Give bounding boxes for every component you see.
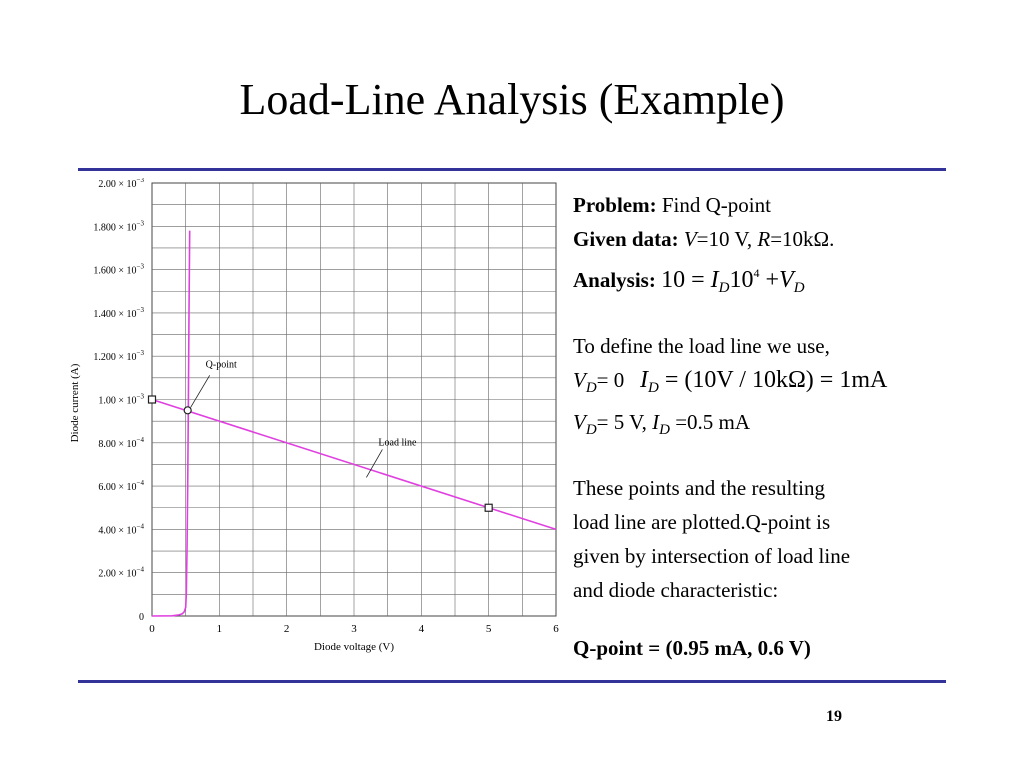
vd0-sub: D	[585, 380, 597, 396]
qpoint-marker-circle	[184, 407, 191, 414]
x-tick-label: 5	[485, 623, 492, 635]
given-r-symbol: R	[757, 227, 771, 251]
id-sub: D	[648, 380, 659, 396]
analysis-panel	[573, 188, 993, 665]
loadline-annotation: Load line	[378, 437, 417, 449]
vd5-value: = 5 V,	[596, 410, 653, 434]
y-tick-label: $6.00 \times 10^{-4}$	[98, 479, 144, 494]
vd-five-line	[573, 405, 993, 447]
eq-base: 10	[729, 267, 754, 293]
y-tick-label: $2.00 \times 10^{-4}$	[98, 565, 144, 580]
load-line-chart	[68, 178, 560, 656]
problem-line	[573, 188, 993, 222]
analysis-line	[573, 256, 993, 305]
id-expr: = (10V / 10kΩ) = 1mA	[658, 367, 888, 393]
qpoint-result: Q-point = (0.95 mA, 0.6 V)	[573, 636, 811, 660]
point-marker-square	[485, 504, 492, 511]
id5-value: =0.5 mA	[669, 410, 751, 434]
id5-sub: D	[659, 422, 670, 438]
x-tick-label: 1	[216, 623, 223, 635]
problem-label: Problem:	[573, 193, 657, 217]
y-tick-label: $1.00 \times 10^{-3}$	[98, 392, 144, 407]
given-v-symbol: V	[683, 227, 697, 251]
top-divider	[78, 168, 946, 171]
x-tick-labels	[149, 623, 559, 635]
y-tick-labels	[93, 178, 144, 623]
problem-text: Find Q-point	[661, 193, 771, 217]
given-v-value: =10 V,	[696, 227, 758, 251]
para-line: given by intersection of load line	[573, 544, 851, 568]
id-equation	[640, 367, 888, 396]
eq-voltage-sub: D	[793, 280, 805, 296]
chart-grid	[152, 183, 556, 616]
y-tick-label: $2.00 \times 10^{-3}$	[98, 178, 144, 190]
eq-lhs: 10 =	[661, 267, 711, 293]
given-label: Given data:	[573, 227, 679, 251]
bottom-divider	[78, 680, 946, 683]
given-r-value: =10kΩ.	[770, 227, 835, 251]
qpoint-annotation: Q-point	[205, 359, 237, 371]
id-symbol: I	[640, 367, 649, 393]
vd5-sub: D	[585, 422, 597, 438]
y-tick-label: $1.800 \times 10^{-3}$	[93, 219, 144, 234]
para-line: These points and the resulting	[573, 476, 825, 500]
y-tick-label: 0	[139, 612, 144, 623]
eq-current-sub: D	[718, 280, 730, 296]
kvl-equation	[661, 266, 805, 296]
vd0-symbol: V	[573, 368, 586, 392]
x-tick-label: 0	[149, 623, 155, 635]
para-line: load line are plotted.Q-point is	[573, 510, 831, 534]
y-tick-label: $8.00 \times 10^{-4}$	[98, 435, 144, 450]
x-tick-label: 6	[553, 623, 559, 635]
page-number: 19	[826, 708, 842, 725]
vd5-symbol: V	[573, 410, 586, 434]
given-line	[573, 222, 993, 256]
y-tick-label: $1.200 \times 10^{-3}$	[93, 349, 144, 364]
eq-current-symbol: I	[710, 267, 719, 293]
vd0-value: = 0	[596, 368, 625, 392]
para-line: and diode characteristic:	[573, 578, 779, 602]
vd-zero-line	[573, 363, 993, 405]
y-tick-label: $4.00 \times 10^{-4}$	[98, 522, 144, 537]
point-marker-square	[149, 396, 156, 403]
slide-title: Load-Line Analysis (Example)	[239, 75, 785, 124]
eq-exponent: 4	[753, 266, 760, 280]
x-axis-label: Diode voltage (V)	[313, 641, 395, 653]
y-tick-label: $1.600 \times 10^{-3}$	[93, 262, 144, 277]
y-tick-label: $1.400 \times 10^{-3}$	[93, 305, 144, 320]
id5-symbol: I	[652, 410, 660, 434]
x-tick-label: 3	[351, 623, 357, 635]
eq-plus: +	[759, 267, 780, 293]
define-line: To define the load line we use,	[573, 334, 830, 358]
x-tick-label: 4	[418, 623, 425, 635]
eq-voltage-symbol: V	[779, 267, 794, 293]
analysis-label: Analysis:	[573, 268, 656, 292]
x-tick-label: 2	[283, 623, 290, 635]
y-axis-label: Diode current (A)	[69, 363, 81, 443]
